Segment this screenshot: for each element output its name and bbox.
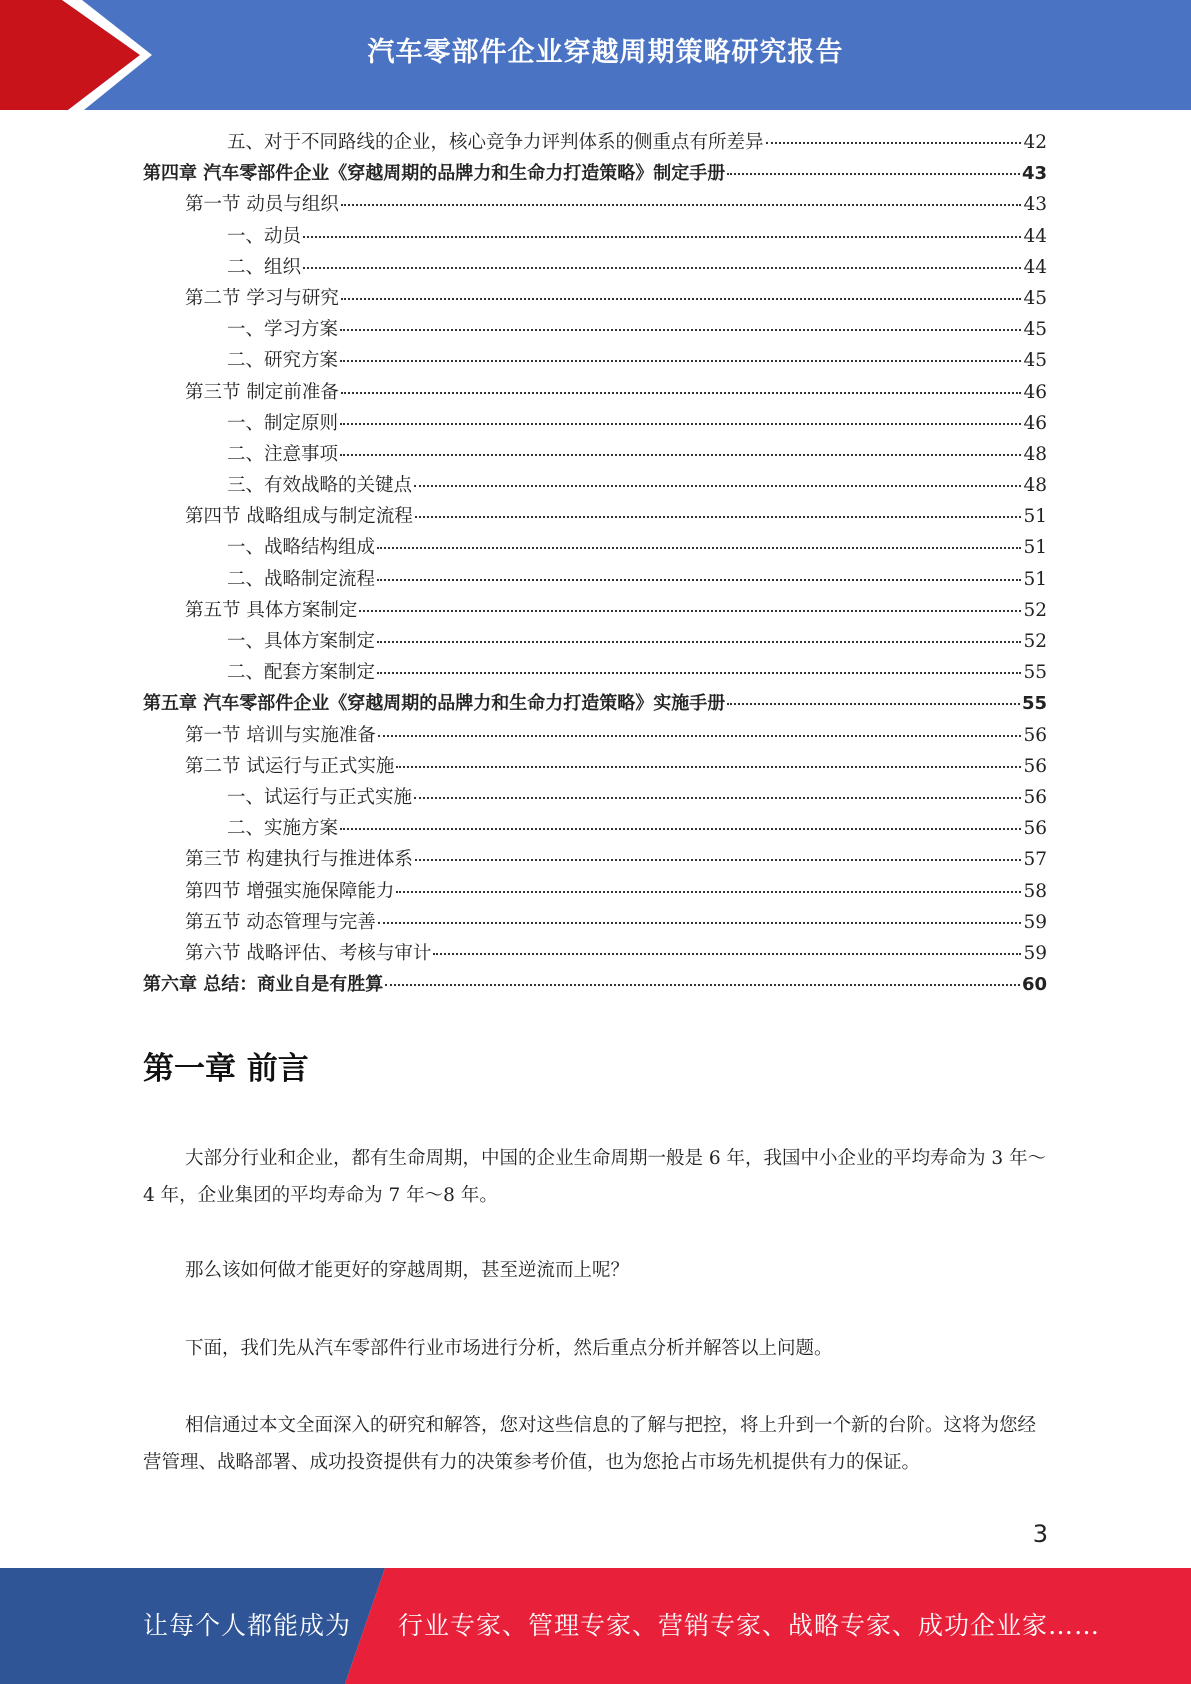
toc-entry-title: 第二节 学习与研究 — [185, 287, 339, 309]
toc-entry-page: 48 — [1023, 443, 1047, 465]
toc-leader-dots — [385, 984, 1020, 986]
toc-leader-dots — [377, 641, 1021, 643]
paragraph-3: 下面，我们先从汽车零部件行业市场进行分析，然后重点分析并解答以上问题。 — [185, 1338, 833, 1359]
toc-entry-title: 第一节 培训与实施准备 — [185, 724, 376, 746]
toc-entry-page: 48 — [1023, 475, 1047, 497]
toc-leader-dots — [340, 360, 1021, 362]
toc-entry[interactable] — [143, 814, 1047, 845]
toc-entry-page: 58 — [1023, 880, 1047, 902]
toc-entry[interactable] — [143, 596, 1047, 627]
toc-leader-dots — [377, 547, 1021, 549]
toc-entry-page: 51 — [1023, 506, 1047, 528]
toc-entry-page: 46 — [1023, 381, 1047, 403]
toc-entry-page: 56 — [1023, 786, 1047, 808]
toc-entry-page: 51 — [1023, 537, 1047, 559]
toc-entry-title: 三、有效战略的关键点 — [227, 475, 413, 497]
toc-entry-page: 45 — [1023, 350, 1047, 372]
toc-entry[interactable] — [143, 190, 1047, 221]
toc-entry-page: 44 — [1023, 256, 1047, 278]
toc-entry-title: 二、战略制定流程 — [227, 568, 376, 590]
toc-entry-page: 45 — [1023, 319, 1047, 341]
toc-entry[interactable] — [143, 222, 1047, 253]
toc-entry[interactable] — [143, 939, 1047, 970]
toc-entry-title: 一、动员 — [227, 225, 302, 247]
toc-entry[interactable] — [143, 565, 1047, 596]
toc-entry-title: 第四节 增强实施保障能力 — [185, 880, 395, 902]
toc-leader-dots — [377, 672, 1021, 674]
paragraph-4: 相信通过本文全面深入的研究和解答，您对这些信息的了解与把控，将上升到一个新的台阶。这将为您经营管理、战略部署、成功投资提供有力的决策参考价值，也为您抢占市场先机提供有力的保证。 — [143, 1415, 1037, 1473]
toc-entry-title: 二、实施方案 — [227, 818, 339, 840]
toc-entry-page: 57 — [1023, 849, 1047, 871]
toc-entry[interactable] — [143, 159, 1047, 190]
toc-entry[interactable] — [143, 970, 1047, 1001]
chapter-title: 第一章 前言 — [143, 1051, 309, 1087]
toc-entry[interactable] — [143, 378, 1047, 409]
toc-entry-page: 51 — [1023, 568, 1047, 590]
toc-leader-dots — [341, 204, 1022, 206]
toc-entry-title: 二、组织 — [227, 256, 302, 278]
toc-entry-title: 第五章 汽车零部件企业《穿越周期的品牌力和生命力打造策略》实施手册 — [143, 693, 726, 715]
toc-entry[interactable] — [143, 908, 1047, 939]
toc-entry-title: 一、具体方案制定 — [227, 631, 376, 652]
toc-leader-dots — [396, 891, 1021, 893]
toc-entry[interactable] — [143, 284, 1047, 315]
paragraph-2: 那么该如何做才能更好的穿越周期，甚至逆流而上呢？ — [185, 1260, 630, 1281]
toc-entry-page: 59 — [1023, 942, 1047, 964]
toc-entry[interactable] — [143, 752, 1047, 783]
toc-entry[interactable] — [143, 689, 1047, 720]
page-number: 3 — [1032, 1520, 1048, 1548]
toc-entry-page: 46 — [1023, 412, 1047, 434]
toc-leader-dots — [340, 423, 1021, 425]
toc-entry[interactable] — [143, 533, 1047, 564]
toc-entry-title: 五、对于不同路线的企业，核心竞争力评判体系的侧重点有所差异 — [227, 132, 764, 153]
toc-leader-dots — [340, 454, 1021, 456]
report-title: 汽车零部件企业穿越周期策略研究报告 — [367, 37, 844, 68]
toc-leader-dots — [727, 703, 1020, 705]
toc-entry-title: 第五节 动态管理与完善 — [185, 911, 376, 933]
footer-slogan-left: 让每个人都能成为 — [143, 1611, 352, 1640]
toc-entry[interactable] — [143, 658, 1047, 689]
toc-leader-dots — [341, 392, 1022, 394]
toc-leader-dots — [378, 735, 1022, 737]
toc-leader-dots — [433, 953, 1021, 955]
toc-entry[interactable] — [143, 253, 1047, 284]
toc-entry[interactable] — [143, 877, 1047, 908]
toc-leader-dots — [359, 610, 1021, 612]
toc-entry-page: 56 — [1023, 724, 1047, 746]
toc-entry-title: 第五节 具体方案制定 — [185, 599, 358, 621]
toc-entry-title: 第二节 试运行与正式实施 — [185, 755, 395, 777]
page-header — [0, 0, 1191, 110]
toc-entry-title: 二、研究方案 — [227, 350, 339, 372]
toc-leader-dots — [303, 236, 1021, 238]
toc-entry-title: 二、配套方案制定 — [227, 662, 376, 684]
toc-entry-page: 60 — [1021, 974, 1047, 996]
toc-entry-page: 42 — [1023, 132, 1047, 153]
toc-entry-title: 一、战略结构组成 — [227, 537, 376, 559]
toc-leader-dots — [415, 859, 1022, 861]
toc-leader-dots — [341, 298, 1022, 300]
toc-entry[interactable] — [143, 315, 1047, 346]
toc-entry-page: 55 — [1023, 662, 1047, 684]
toc-entry-page: 43 — [1021, 163, 1047, 185]
toc-leader-dots — [414, 485, 1021, 487]
toc-entry-page: 56 — [1023, 755, 1047, 777]
toc-leader-dots — [414, 797, 1021, 799]
toc-entry[interactable] — [143, 502, 1047, 533]
toc-leader-dots — [378, 922, 1022, 924]
toc-leader-dots — [340, 828, 1021, 830]
toc-entry-title: 第一节 动员与组织 — [185, 194, 339, 216]
footer-slogan-right: 行业专家、管理专家、营销专家、战略专家、成功企业家…… — [398, 1611, 1101, 1640]
toc-entry[interactable] — [143, 471, 1047, 502]
toc-entry-page: 45 — [1023, 287, 1047, 309]
toc-leader-dots — [766, 142, 1022, 144]
toc-entry-page: 55 — [1021, 693, 1047, 715]
toc-leader-dots — [377, 579, 1021, 581]
toc-leader-dots — [727, 173, 1020, 175]
toc-entry-title: 第三节 构建执行与推进体系 — [185, 849, 413, 871]
toc-entry[interactable] — [143, 627, 1047, 658]
page-footer — [0, 1568, 1191, 1684]
toc-entry[interactable] — [143, 440, 1047, 471]
toc-entry-page: 52 — [1023, 631, 1047, 652]
toc-entry-page: 56 — [1023, 818, 1047, 840]
toc-entry[interactable] — [143, 721, 1047, 752]
table-of-contents — [143, 128, 1047, 1001]
toc-entry[interactable] — [143, 128, 1047, 159]
paragraph-1: 大部分行业和企业，都有生命周期，中国的企业生命周期一般是 6 年，我国中小企业的平均寿命为 3 年～4 年，企业集团的平均寿命为 7 年～8 年。 — [143, 1148, 1047, 1206]
toc-entry-title: 第四章 汽车零部件企业《穿越周期的品牌力和生命力打造策略》制定手册 — [143, 163, 726, 185]
toc-entry[interactable] — [143, 409, 1047, 440]
toc-entry-page: 52 — [1023, 599, 1047, 621]
toc-entry-page: 43 — [1023, 194, 1047, 216]
toc-entry-page: 59 — [1023, 911, 1047, 933]
toc-entry-title: 第三节 制定前准备 — [185, 381, 339, 403]
toc-entry-title: 一、学习方案 — [227, 319, 339, 341]
toc-leader-dots — [396, 766, 1021, 768]
toc-entry[interactable] — [143, 346, 1047, 377]
toc-entry-title: 一、制定原则 — [227, 412, 339, 434]
toc-entry-title: 二、注意事项 — [227, 443, 339, 465]
toc-entry-title: 一、试运行与正式实施 — [227, 786, 413, 808]
toc-leader-dots — [415, 516, 1022, 518]
toc-entry-page: 44 — [1023, 225, 1047, 247]
toc-entry[interactable] — [143, 845, 1047, 876]
toc-entry-title: 第六章 总结：商业自是有胜算 — [143, 974, 384, 996]
toc-entry[interactable] — [143, 783, 1047, 814]
toc-entry-title: 第六节 战略评估、考核与审计 — [185, 942, 432, 964]
toc-leader-dots — [340, 329, 1021, 331]
toc-entry-title: 第四节 战略组成与制定流程 — [185, 506, 413, 528]
toc-leader-dots — [303, 267, 1021, 269]
